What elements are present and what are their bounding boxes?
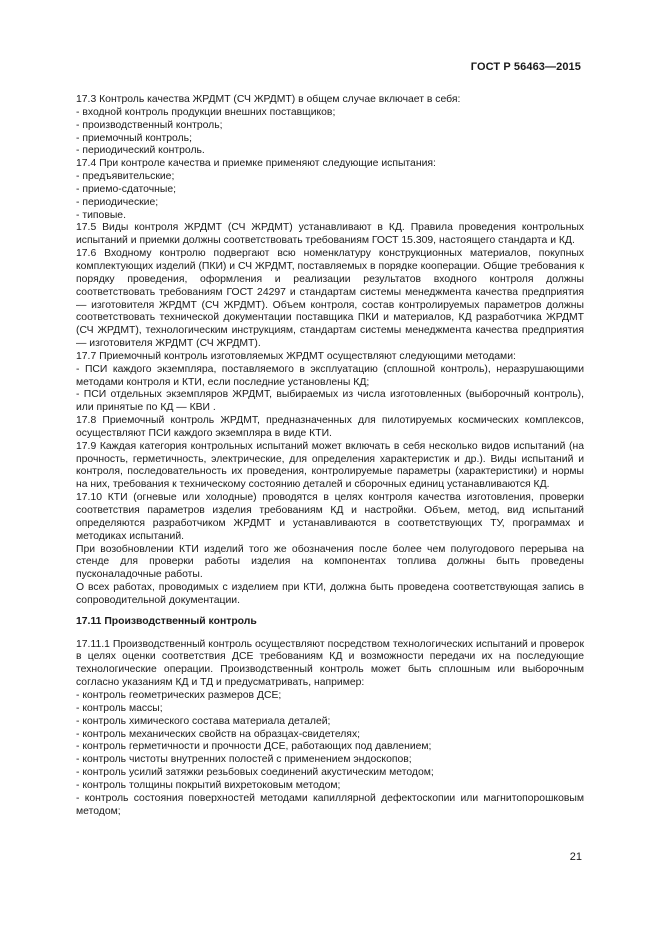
list-item: - контроль химического состава материала деталей; xyxy=(76,715,331,727)
paragraph: 17.4 При контроле качества и приемке применяют следующие испытания: xyxy=(76,158,436,170)
list-item: - контроль геометрических размеров ДСЕ; xyxy=(76,689,282,701)
list-item: - предъявительские; xyxy=(76,171,175,183)
list-item: - контроль состояния поверхностей методами капиллярной дефектоскопии или магнитопорошковым методом; xyxy=(76,792,584,817)
list-item: - типовые. xyxy=(76,209,126,221)
list-item: - периодические; xyxy=(76,196,159,208)
list-item: - приемочный контроль; xyxy=(76,132,192,144)
paragraph: 17.9 Каждая категория контрольных испытаний может включать в себя несколько видов испытаний (на прочность, герметичность, электрические, для определения характеристик и др.). Виды испытаний и контроля, последовательность их проведения, контролируемые параметры (характеристики) и нормы на них, требования к техническому состоянию деталей и сборочных единиц устанавливаются КД. xyxy=(76,440,584,491)
list-item: - контроль усилий затяжки резьбовых соединений акустическим методом; xyxy=(76,767,434,779)
paragraph: О всех работах, проводимых с изделием при КТИ, должна быть проведена соответствующая запись в сопроводительной документации. xyxy=(76,582,584,606)
paragraph: 17.7 Приемочный контроль изготовляемых ЖРДМТ осуществляют следующими методами: xyxy=(76,350,516,362)
list-item: - контроль чистоты внутренних полостей с применением эндоскопов; xyxy=(76,754,412,766)
paragraph: 17.5 Виды контроля ЖРДМТ (СЧ ЖРДМТ) устанавливают в КД. Правила проведения контрольных испытаний и приемки должны соответствовать требованиям ГОСТ 15.309, настоящего стандарта и КД. xyxy=(76,222,584,247)
list-item: - приемо-сдаточные; xyxy=(76,183,177,195)
section-heading: 17.11 Производственный контроль xyxy=(76,615,257,627)
list-item: - контроль толщины покрытий вихретоковым методом; xyxy=(76,779,341,791)
paragraph: 17.11.1 Производственный контроль осуществляют посредством технологических испытаний и проверок в целях оценки соответствия ДСЕ требованиям КД и возможности передачи их на последующие технологические операции. Производственный контроль может быть сплошным или выборочным согласно указаниям КД и ТД и предусматривать, например: xyxy=(76,638,584,689)
list-item: - контроль механических свойств на образцах-свидетелях; xyxy=(76,728,361,740)
paragraph: 17.6 Входному контролю подвергают всю номенклатуру конструкционных материалов, покупных комплектующих изделий (ПКИ) и СЧ ЖРДМТ, поставляемых в порядке кооперации. Общие требования к порядку проведения, оформления и реализации результатов входного контроля должны соответствовать требованиям ГОСТ 24297 и стандартам системы менеджмента качества предприятия — изготовителя ЖРДМТ (СЧ ЖРДМТ). Объем контроля, состав контролируемых параметров должны соответствовать технической документации поставщика ПКИ и материалов, КД разработчика ЖРДМТ (СЧ ЖРДМТ), технологическим инструкциям, стандартам системы менеджмента качества предприятия — изготовителя ЖРДМТ (СЧ ЖРДМТ). xyxy=(76,248,584,350)
list-item: - производственный контроль; xyxy=(76,119,223,131)
paragraph: 17.3 Контроль качества ЖРДМТ (СЧ ЖРДМТ) в общем случае включает в себя: xyxy=(76,94,461,105)
document-body xyxy=(76,94,584,818)
list-item: - ПСИ отдельных экземпляров ЖРДМТ, выбираемых из числа изготовленных (выборочный контроль), или принятые по КД — КВИ . xyxy=(76,389,584,414)
list-item: - периодический контроль. xyxy=(76,145,205,157)
list-item: - контроль герметичности и прочности ДСЕ, работающих под давлением; xyxy=(76,741,432,753)
paragraph: 17.8 Приемочный контроль ЖРДМТ, предназначенных для пилотируемых космических комплексов, осуществляют ПСИ каждого экземпляра в виде КТИ. xyxy=(76,415,584,439)
paragraph: При возобновлении КТИ изделий того же обозначения после более чем полугодового перерыва на стенде для проверки работы изделия на компонентах топлива должны быть проведены пусконаладочные работы. xyxy=(76,543,584,581)
standard-header: ГОСТ Р 56463—2015 xyxy=(470,61,581,73)
page-number: 21 xyxy=(569,851,582,863)
list-item: - ПСИ каждого экземпляра, поставляемого в эксплуатацию (сплошной контроль), неразрушающими методами контроля и КТИ, если последние установлены КД; xyxy=(76,363,584,388)
paragraph: 17.10 КТИ (огневые или холодные) проводятся в целях контроля качества изготовления, проверки соответствия параметров изделия требованиям КД и настройки. Объем, метод, вид испытаний определяются разработчиком ЖРДМТ и устанавливаются в соответствующих ТУ, программах и методиках испытаний. xyxy=(76,492,584,542)
list-item: - входной контроль продукции внешних поставщиков; xyxy=(76,106,336,118)
list-item: - контроль массы; xyxy=(76,702,163,714)
